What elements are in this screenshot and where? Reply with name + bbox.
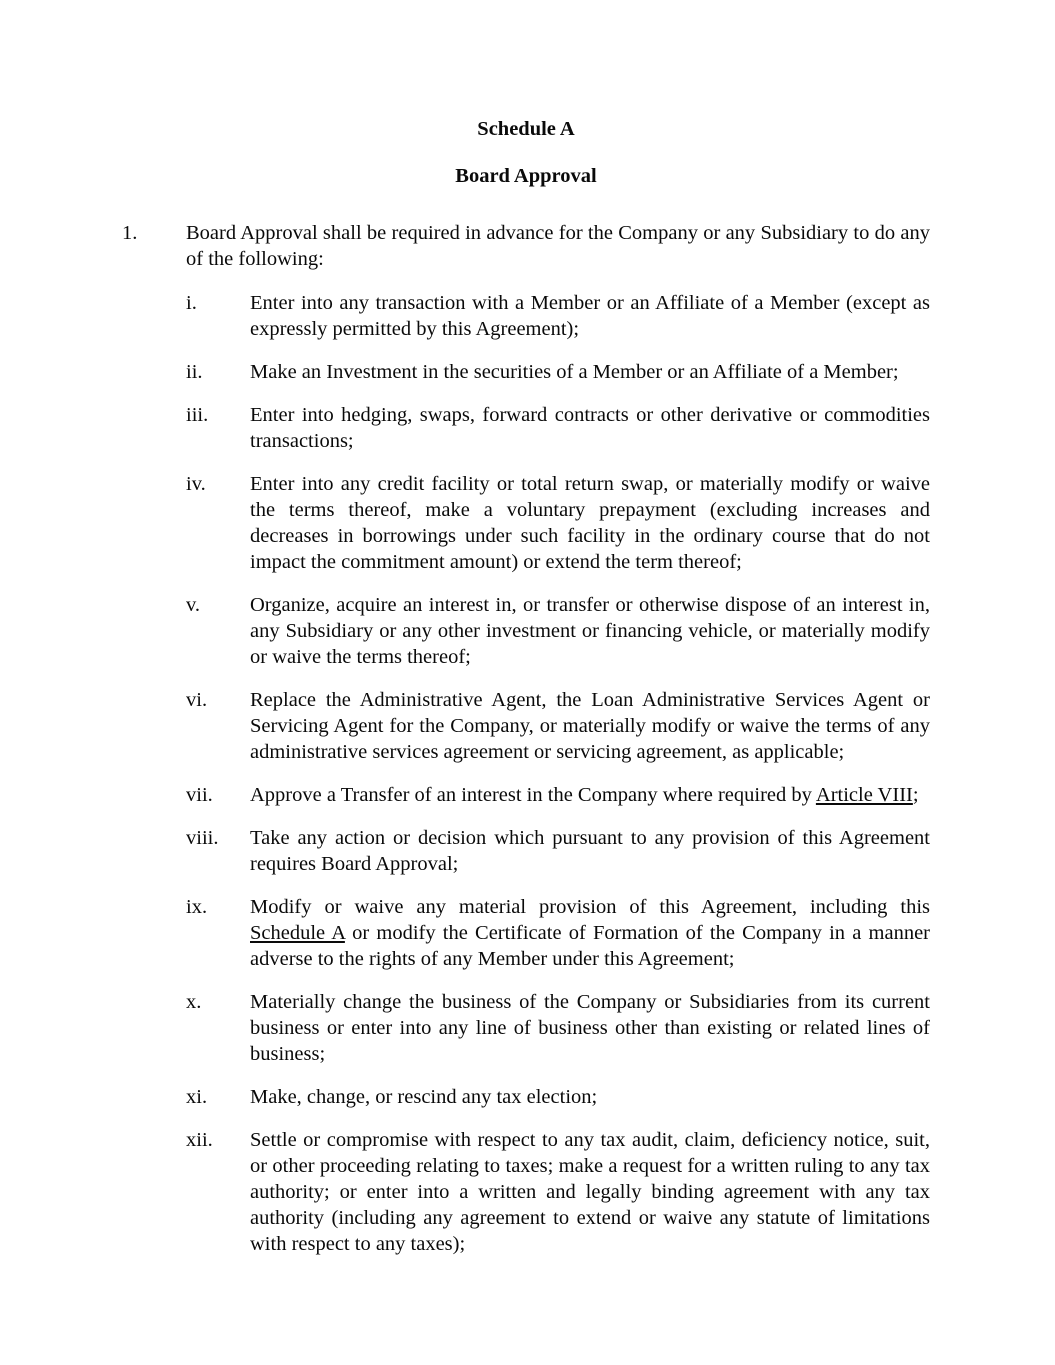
list-item-text <box>250 825 930 877</box>
list-item-text <box>250 1127 930 1257</box>
text-segment: Make, change, or rescind any tax election; <box>250 1086 598 1108</box>
text-segment: Take any action or decision which pursuant to any provision of this Agreement requires Board Approval; <box>250 827 930 875</box>
list-item-marker: vii. <box>186 784 213 806</box>
list-item-ix <box>122 894 930 972</box>
list-item-viii <box>122 825 930 877</box>
list-item-xi <box>122 1084 930 1110</box>
list-item-text <box>250 359 930 385</box>
list-item-vii <box>122 782 930 808</box>
list-item-text <box>250 1084 930 1110</box>
text-segment: Materially change the business of the Company or Subsidiaries from its current business or enter into any line of business other than existing or related lines of business; <box>250 991 930 1065</box>
list-item-marker: xii. <box>186 1129 213 1151</box>
document-subtitle: Board Approval <box>455 165 597 187</box>
list-item-marker: iii. <box>186 404 209 426</box>
list-item-xii <box>122 1127 930 1257</box>
list-item-iv <box>122 471 930 575</box>
list-item-text <box>250 687 930 765</box>
list-item-marker: xi. <box>186 1086 208 1108</box>
text-segment: Organize, acquire an interest in, or transfer or otherwise dispose of an interest in, any Subsidiary or any other investment or financing vehicle, or materially modify or waive the terms thereof; <box>250 594 930 668</box>
text-segment: Modify or waive any material provision of this Agreement, including this <box>250 896 930 918</box>
text-segment: Enter into any credit facility or total return swap, or materially modify or waive the terms thereof, make a voluntary prepayment (excluding increases and decreases in borrowings under such facility in the ordinary course that do not impact the commitment amount) or extend the term thereof; <box>250 473 930 573</box>
underlined-reference: Schedule A <box>250 922 345 944</box>
list-item-marker: vi. <box>186 689 208 711</box>
list-item-1-number: 1. <box>122 222 138 244</box>
text-segment: Approve a Transfer of an interest in the Company where required by <box>250 784 816 806</box>
list-item-text <box>250 471 930 575</box>
roman-list <box>122 290 930 1257</box>
list-item-1 <box>122 220 930 272</box>
list-item-i <box>122 290 930 342</box>
list-item-text <box>250 402 930 454</box>
list-item-marker: v. <box>186 594 201 616</box>
list-item-1-text: Board Approval shall be required in advance for the Company or any Subsidiary to do any of the following: <box>186 222 930 270</box>
list-item-text <box>250 290 930 342</box>
list-item-vi <box>122 687 930 765</box>
list-item-marker: x. <box>186 991 202 1013</box>
text-segment: Replace the Administrative Agent, the Loan Administrative Services Agent or Servicing Agent for the Company, or materially modify or waive the terms of any administrative services agreement or servicing agreement, as applicable; <box>250 689 930 763</box>
list-item-marker: ii. <box>186 361 203 383</box>
underlined-reference: Article VIII <box>815 784 913 806</box>
text-segment: or modify the Certificate of Formation of the Company in a manner adverse to the rights of any Member under this Agreement; <box>250 922 931 970</box>
text-segment: Make an Investment in the securities of a Member or an Affiliate of a Member; <box>250 361 899 383</box>
list-item-marker: iv. <box>186 473 206 495</box>
text-segment: Settle or compromise with respect to any tax audit, claim, deficiency notice, suit, or other proceeding relating to taxes; make a request for a written ruling to any tax authority; or enter into a written and legally binding agreement with any tax authority (including any agreement to extend or waive any statute of limitations with respect to any taxes); <box>250 1129 930 1255</box>
list-item-marker: viii. <box>186 827 219 849</box>
text-segment: Enter into hedging, swaps, forward contracts or other derivative or commodities transactions; <box>250 404 930 452</box>
list-item-marker: i. <box>186 292 197 314</box>
list-item-x <box>122 989 930 1067</box>
list-item-marker: ix. <box>186 896 208 918</box>
list-item-text <box>250 894 930 972</box>
list-item-text <box>250 782 930 808</box>
list-item-text <box>250 989 930 1067</box>
list-item-text <box>250 592 930 670</box>
list-item-v <box>122 592 930 670</box>
list-item-iii <box>122 402 930 454</box>
text-segment: ; <box>912 784 919 806</box>
document-title: Schedule A <box>477 118 575 140</box>
text-segment: Enter into any transaction with a Member or an Affiliate of a Member (except as expressly permitted by this Agreement); <box>250 292 930 340</box>
list-item-ii <box>122 359 930 385</box>
